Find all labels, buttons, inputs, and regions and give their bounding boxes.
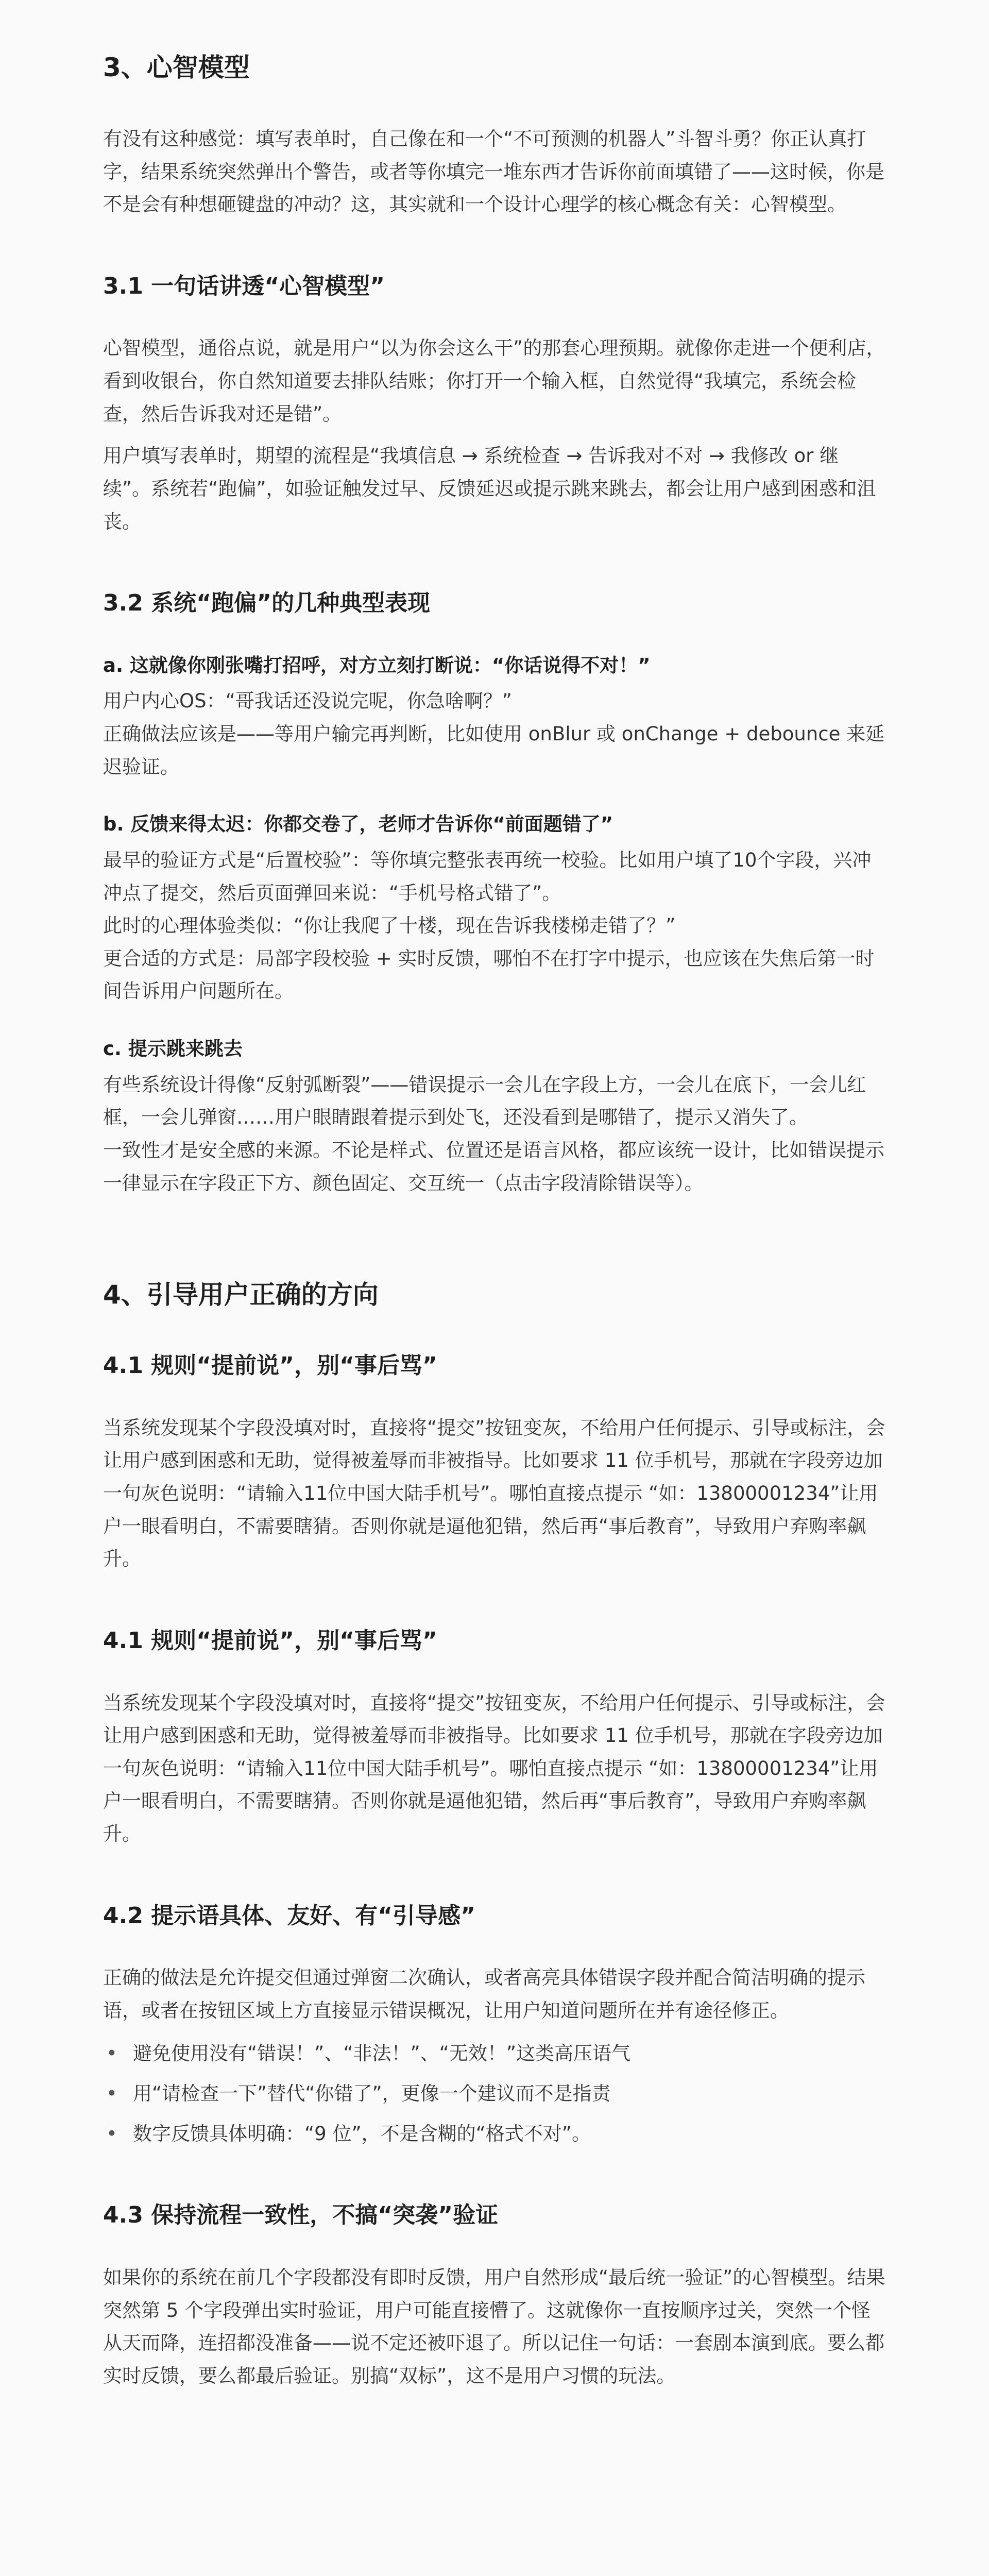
case-a: [103, 649, 886, 784]
bullet-icon: •: [106, 2122, 117, 2145]
section-4-1-paragraph-repeat: 当系统发现某个字段没填对时，直接将“提交”按钮变灰，不给用户任何提示、引导或标注，会让用户感到困惑和无助，觉得被羞辱而非被指导。比如要求 11 位手机号，那就在字段旁边加一句灰色说明：“请输入11位中国大陆手机号”。哪怕直接点提示 “如：13800001234”让用户一眼看明白，不需要瞎猜。否则你就是逼他犯错，然后再“事后教育”，导致用户弃购率飙升。: [103, 1691, 885, 1845]
list-item-text: 用“请检查一下”替代“你错了”，更像一个建议而不是指责: [133, 2082, 611, 2105]
bullet-icon: •: [106, 2082, 117, 2105]
case-a-heading: a. 这就像你刚张嘴打招呼，对方立刻打断说：“你话说得不对！”: [103, 654, 651, 676]
case-b-heading: b. 反馈来得太迟：你都交卷了，老师才告诉你“前面题错了”: [103, 813, 613, 836]
tips-list: [103, 2037, 886, 2150]
case-c-line-2: 一致性才是安全感的来源。不论是样式、位置还是语言风格，都应该统一设计，比如错误提示一律显示在字段正下方、颜色固定、交互统一（点击字段清除错误等）。: [103, 1139, 884, 1194]
section-4-3-heading: 4.3 保持流程一致性，不搞“突袭”验证: [103, 2202, 499, 2229]
case-c-line-1: 有些系统设计得像“反射弧断裂”——错误提示一会儿在字段上方，一会儿在底下，一会儿红框，一会儿弹窗……用户眼睛跟着提示到处飞，还没看到是哪错了，提示又消失了。: [103, 1073, 866, 1129]
section-3-1-paragraph-1: 心智模型，通俗点说，就是用户“以为你会这么干”的那套心理预期。就像你走进一个便利店，看到收银台，你自然知道要去排队结账；你打开一个输入框，自然觉得“我填完，系统会检查，然后告诉我对还是错”。: [103, 337, 885, 425]
section-4-1-paragraph: 当系统发现某个字段没填对时，直接将“提交”按钮变灰，不给用户任何提示、引导或标注，会让用户感到困惑和无助，觉得被羞辱而非被指导。比如要求 11 位手机号，那就在字段旁边加一句灰色说明：“请输入11位中国大陆手机号”。哪怕直接点提示 “如：13800001234”让用户一眼看明白，不需要瞎猜。否则你就是逼他犯错，然后再“事后教育”，导致用户弃购率飙升。: [103, 1416, 885, 1570]
case-a-line-1: 用户内心OS：“哥我话还没说完呢，你急啥啊？”: [103, 690, 512, 713]
section-4-1-heading-repeat: 4.1 规则“提前说”，别“事后骂”: [103, 1627, 437, 1654]
section-4-3-paragraph: 如果你的系统在前几个字段都没有即时反馈，用户自然形成“最后统一验证”的心智模型。结果突然第 5 个字段弹出实时验证，用户可能直接懵了。这就像你一直按顺序过关，突然一个怪从天而降，连招都没准备——说不定还被吓退了。所以记住一句话：一套剧本演到底。要么都实时反馈，要么都最后验证。别搞“双标”，这不是用户习惯的玩法。: [103, 2266, 885, 2387]
section-4-2-paragraph: 正确的做法是允许提交但通过弹窗二次确认，或者高亮具体错误字段并配合简洁明确的提示语，或者在按钮区域上方直接显示错误概况，让用户知道问题所在并有途径修正。: [103, 1967, 865, 2022]
list-item: [103, 2077, 886, 2110]
section-4-1-heading: 4.1 规则“提前说”，别“事后骂”: [103, 1352, 437, 1379]
section-3-2-heading: 3.2 系统“跑偏”的几种典型表现: [103, 590, 431, 617]
case-a-line-2: 正确做法应该是——等用户输完再判断，比如使用 onBlur 或 onChange + debounce 来延迟验证。: [103, 723, 885, 778]
section-3-1-heading: 3.1 一句话讲透“心智模型”: [103, 273, 385, 299]
list-item: [103, 2037, 886, 2070]
section-3-1-paragraph-2: 用户填写表单时，期望的流程是“我填信息 → 系统检查 → 告诉我对不对 → 我修改 or 继续”。系统若“跑偏”，如验证触发过早、反馈延迟或提示跳来跳去，都会让用户感到困惑和沮丧。: [103, 445, 876, 533]
list-item-text: 数字反馈具体明确：“9 位”，不是含糊的“格式不对”。: [133, 2122, 591, 2145]
case-b-line-1: 最早的验证方式是“后置校验”：等你填完整张表再统一校验。比如用户填了10个字段，兴冲冲点了提交，然后页面弹回来说：“手机号格式错了”。: [103, 849, 872, 904]
case-b: [103, 808, 886, 1008]
section-3-intro: 有没有这种感觉：填写表单时，自己像在和一个“不可预测的机器人”斗智斗勇？你正认真打字，结果系统突然弹出个警告，或者等你填完一堆东西才告诉你前面填错了——这时候，你是不是会有种想砸键盘的冲动？这，其实就和一个设计心理学的核心概念有关：心智模型。: [103, 128, 884, 216]
section-3-heading: 3、心智模型: [103, 53, 250, 82]
case-c: [103, 1032, 886, 1199]
case-b-line-2: 此时的心理体验类似：“你让我爬了十楼，现在告诉我楼梯走错了？”: [103, 914, 676, 937]
case-b-line-3: 更合适的方式是：局部字段校验 + 实时反馈，哪怕不在打字中提示，也应该在失焦后第一时间告诉用户问题所在。: [103, 947, 875, 1003]
section-4-heading: 4、引导用户正确的方向: [103, 1280, 379, 1310]
case-c-heading: c. 提示跳来跳去: [103, 1038, 243, 1060]
list-item-text: 避免使用没有“错误！”、“非法！”、“无效！”这类高压语气: [133, 2042, 631, 2065]
bullet-icon: •: [106, 2042, 117, 2065]
list-item: [103, 2117, 886, 2150]
section-4-2-heading: 4.2 提示语具体、友好、有“引导感”: [103, 1902, 476, 1929]
